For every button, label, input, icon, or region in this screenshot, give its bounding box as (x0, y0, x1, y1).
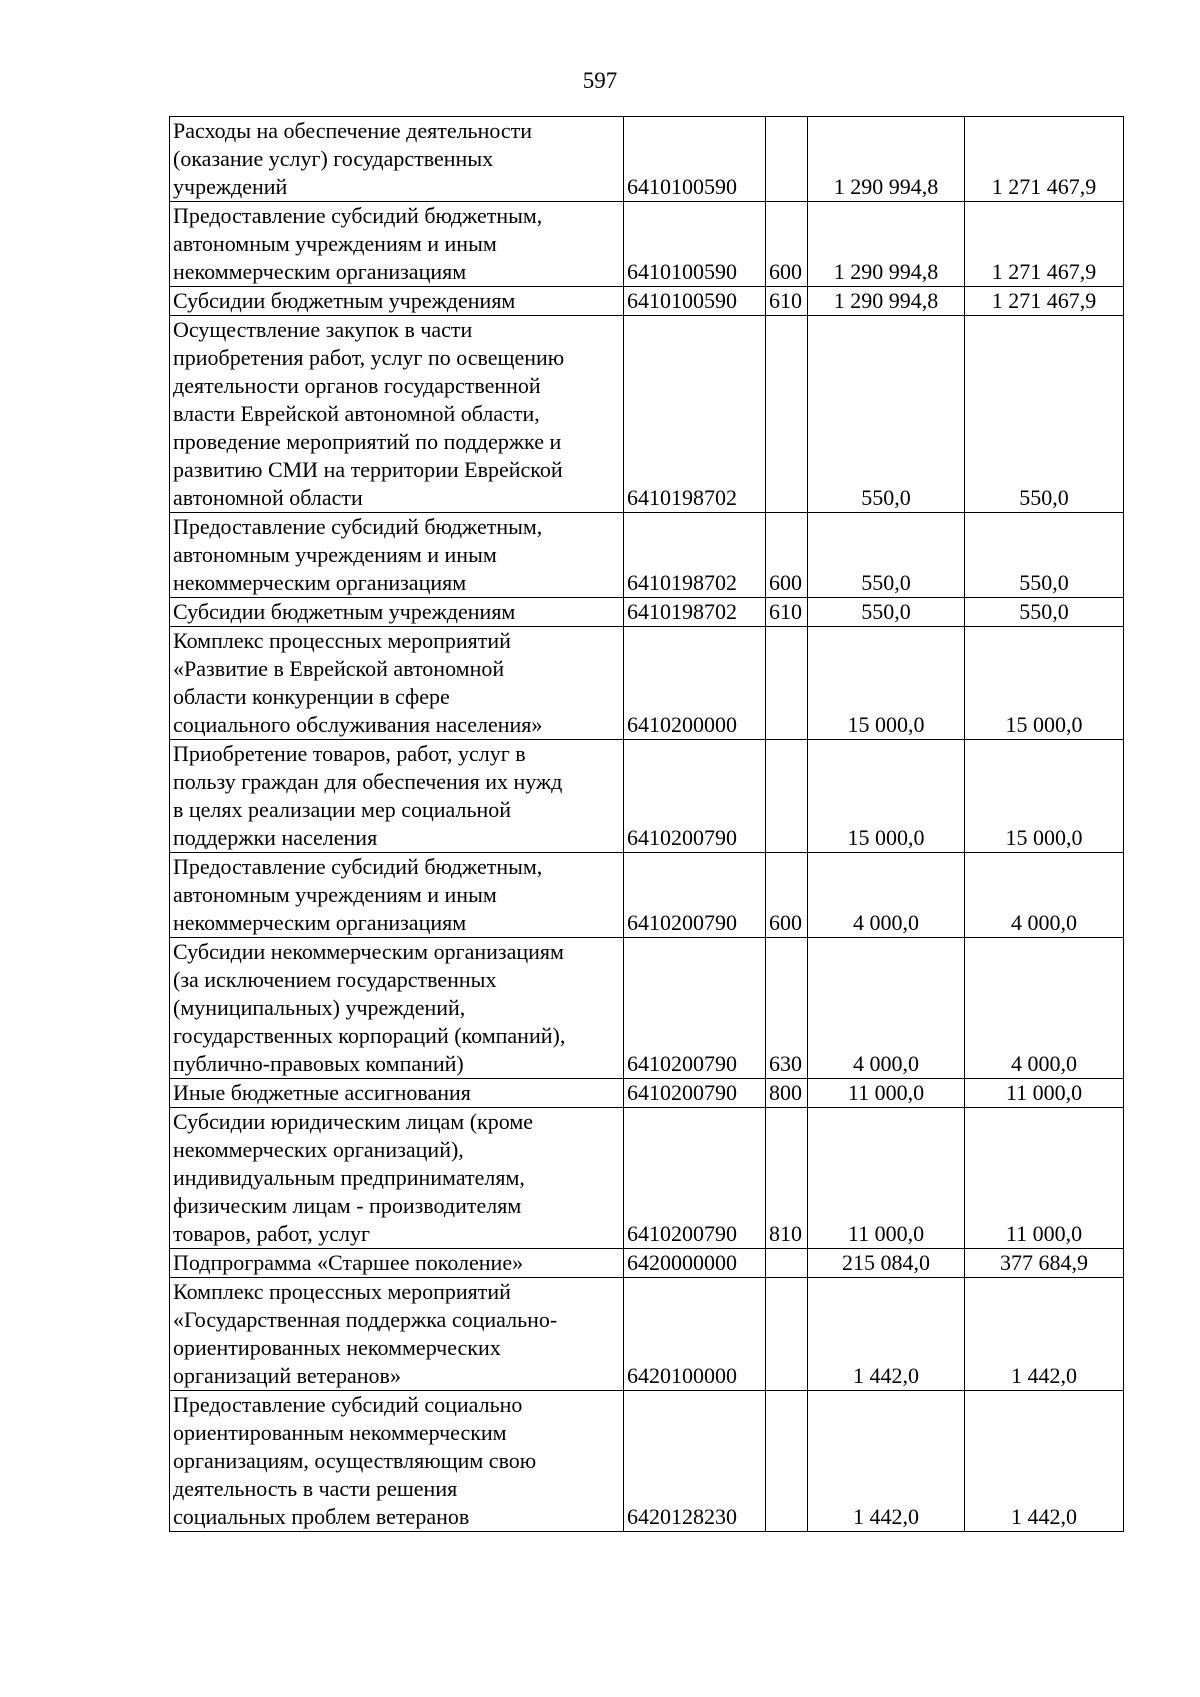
row-name-cell: Иные бюджетные ассигнования (170, 1079, 624, 1108)
target-code-cell: 6410200790 (624, 1108, 766, 1249)
row-name-cell: Расходы на обеспечение деятельности (оказание услуг) государственных учреждений (170, 117, 624, 202)
expense-type-cell (766, 316, 808, 513)
amount-year1-cell: 550,0 (808, 316, 965, 513)
table-row (170, 1079, 1124, 1108)
table-row (170, 513, 1124, 598)
expense-type-cell: 810 (766, 1108, 808, 1249)
amount-year2-cell: 4 000,0 (965, 853, 1124, 938)
row-name-cell: Комплекс процессных мероприятий «Государственная поддержка социально- ориентированных некоммерческих организаций ветеранов» (170, 1278, 624, 1391)
amount-year2-cell: 377 684,9 (965, 1249, 1124, 1278)
amount-year1-cell: 550,0 (808, 598, 965, 627)
table-row (170, 1249, 1124, 1278)
row-name-cell: Осуществление закупок в части приобретения работ, услуг по освещению деятельности органов государственной власти Еврейской автономной области, проведение мероприятий по поддержке и развитию СМИ на территории Еврейской автономной области (170, 316, 624, 513)
table-row (170, 202, 1124, 287)
budget-table (169, 116, 1124, 1532)
amount-year1-cell: 4 000,0 (808, 938, 965, 1079)
expense-type-cell (766, 1249, 808, 1278)
row-name-cell: Предоставление субсидий бюджетным, автономным учреждениям и иным некоммерческим организациям (170, 202, 624, 287)
table-row (170, 287, 1124, 316)
row-name-cell: Предоставление субсидий социально ориентированным некоммерческим организациям, осуществляющим свою деятельность в части решения социальных проблем ветеранов (170, 1391, 624, 1532)
row-name-cell: Подпрограмма «Старшее поколение» (170, 1249, 624, 1278)
expense-type-cell: 610 (766, 598, 808, 627)
amount-year1-cell: 215 084,0 (808, 1249, 965, 1278)
target-code-cell: 6420128230 (624, 1391, 766, 1532)
amount-year2-cell: 1 271 467,9 (965, 117, 1124, 202)
table-row (170, 1108, 1124, 1249)
target-code-cell: 6410100590 (624, 202, 766, 287)
expense-type-cell (766, 1278, 808, 1391)
budget-table-body (170, 117, 1124, 1532)
table-row (170, 316, 1124, 513)
target-code-cell: 6410200790 (624, 938, 766, 1079)
amount-year2-cell: 15 000,0 (965, 740, 1124, 853)
target-code-cell: 6410100590 (624, 287, 766, 316)
amount-year2-cell: 1 442,0 (965, 1391, 1124, 1532)
amount-year2-cell: 1 442,0 (965, 1278, 1124, 1391)
amount-year2-cell: 15 000,0 (965, 627, 1124, 740)
amount-year2-cell: 550,0 (965, 316, 1124, 513)
target-code-cell: 6410200790 (624, 1079, 766, 1108)
table-row (170, 1278, 1124, 1391)
amount-year1-cell: 1 290 994,8 (808, 202, 965, 287)
row-name-cell: Предоставление субсидий бюджетным, автономным учреждениям и иным некоммерческим организациям (170, 853, 624, 938)
expense-type-cell (766, 117, 808, 202)
amount-year1-cell: 15 000,0 (808, 740, 965, 853)
target-code-cell: 6410198702 (624, 316, 766, 513)
target-code-cell: 6410198702 (624, 598, 766, 627)
target-code-cell: 6410200000 (624, 627, 766, 740)
target-code-cell: 6410200790 (624, 853, 766, 938)
amount-year2-cell: 11 000,0 (965, 1108, 1124, 1249)
row-name-cell: Субсидии юридическим лицам (кроме некоммерческих организаций), индивидуальным предпринимателям, физическим лицам - производителям товаров, работ, услуг (170, 1108, 624, 1249)
expense-type-cell (766, 740, 808, 853)
expense-type-cell: 610 (766, 287, 808, 316)
amount-year2-cell: 4 000,0 (965, 938, 1124, 1079)
amount-year2-cell: 1 271 467,9 (965, 287, 1124, 316)
amount-year2-cell: 11 000,0 (965, 1079, 1124, 1108)
amount-year1-cell: 1 442,0 (808, 1391, 965, 1532)
amount-year2-cell: 550,0 (965, 598, 1124, 627)
target-code-cell: 6410198702 (624, 513, 766, 598)
page-number: 597 (582, 68, 618, 93)
amount-year2-cell: 550,0 (965, 513, 1124, 598)
row-name-cell: Комплекс процессных мероприятий «Развитие в Еврейской автономной области конкуренции в сфере социального обслуживания населения» (170, 627, 624, 740)
expense-type-cell: 600 (766, 513, 808, 598)
table-row (170, 627, 1124, 740)
table-row (170, 740, 1124, 853)
table-row (170, 938, 1124, 1079)
target-code-cell: 6410200790 (624, 740, 766, 853)
target-code-cell: 6410100590 (624, 117, 766, 202)
amount-year1-cell: 15 000,0 (808, 627, 965, 740)
table-row (170, 853, 1124, 938)
row-name-cell: Субсидии бюджетным учреждениям (170, 287, 624, 316)
expense-type-cell: 800 (766, 1079, 808, 1108)
expense-type-cell: 600 (766, 853, 808, 938)
row-name-cell: Субсидии некоммерческим организациям (за исключением государственных (муниципальных) учреждений, государственных корпораций (компаний), публично-правовых компаний) (170, 938, 624, 1079)
row-name-cell: Предоставление субсидий бюджетным, автономным учреждениям и иным некоммерческим организациям (170, 513, 624, 598)
amount-year1-cell: 1 290 994,8 (808, 287, 965, 316)
table-row (170, 117, 1124, 202)
amount-year1-cell: 11 000,0 (808, 1079, 965, 1108)
target-code-cell: 6420000000 (624, 1249, 766, 1278)
table-row (170, 1391, 1124, 1532)
amount-year2-cell: 1 271 467,9 (965, 202, 1124, 287)
expense-type-cell (766, 1391, 808, 1532)
row-name-cell: Приобретение товаров, работ, услуг в пользу граждан для обеспечения их нужд в целях реализации мер социальной поддержки населения (170, 740, 624, 853)
expense-type-cell: 630 (766, 938, 808, 1079)
expense-type-cell (766, 627, 808, 740)
amount-year1-cell: 1 290 994,8 (808, 117, 965, 202)
table-row (170, 598, 1124, 627)
amount-year1-cell: 1 442,0 (808, 1278, 965, 1391)
target-code-cell: 6420100000 (624, 1278, 766, 1391)
amount-year1-cell: 550,0 (808, 513, 965, 598)
row-name-cell: Субсидии бюджетным учреждениям (170, 598, 624, 627)
amount-year1-cell: 4 000,0 (808, 853, 965, 938)
expense-type-cell: 600 (766, 202, 808, 287)
amount-year1-cell: 11 000,0 (808, 1108, 965, 1249)
